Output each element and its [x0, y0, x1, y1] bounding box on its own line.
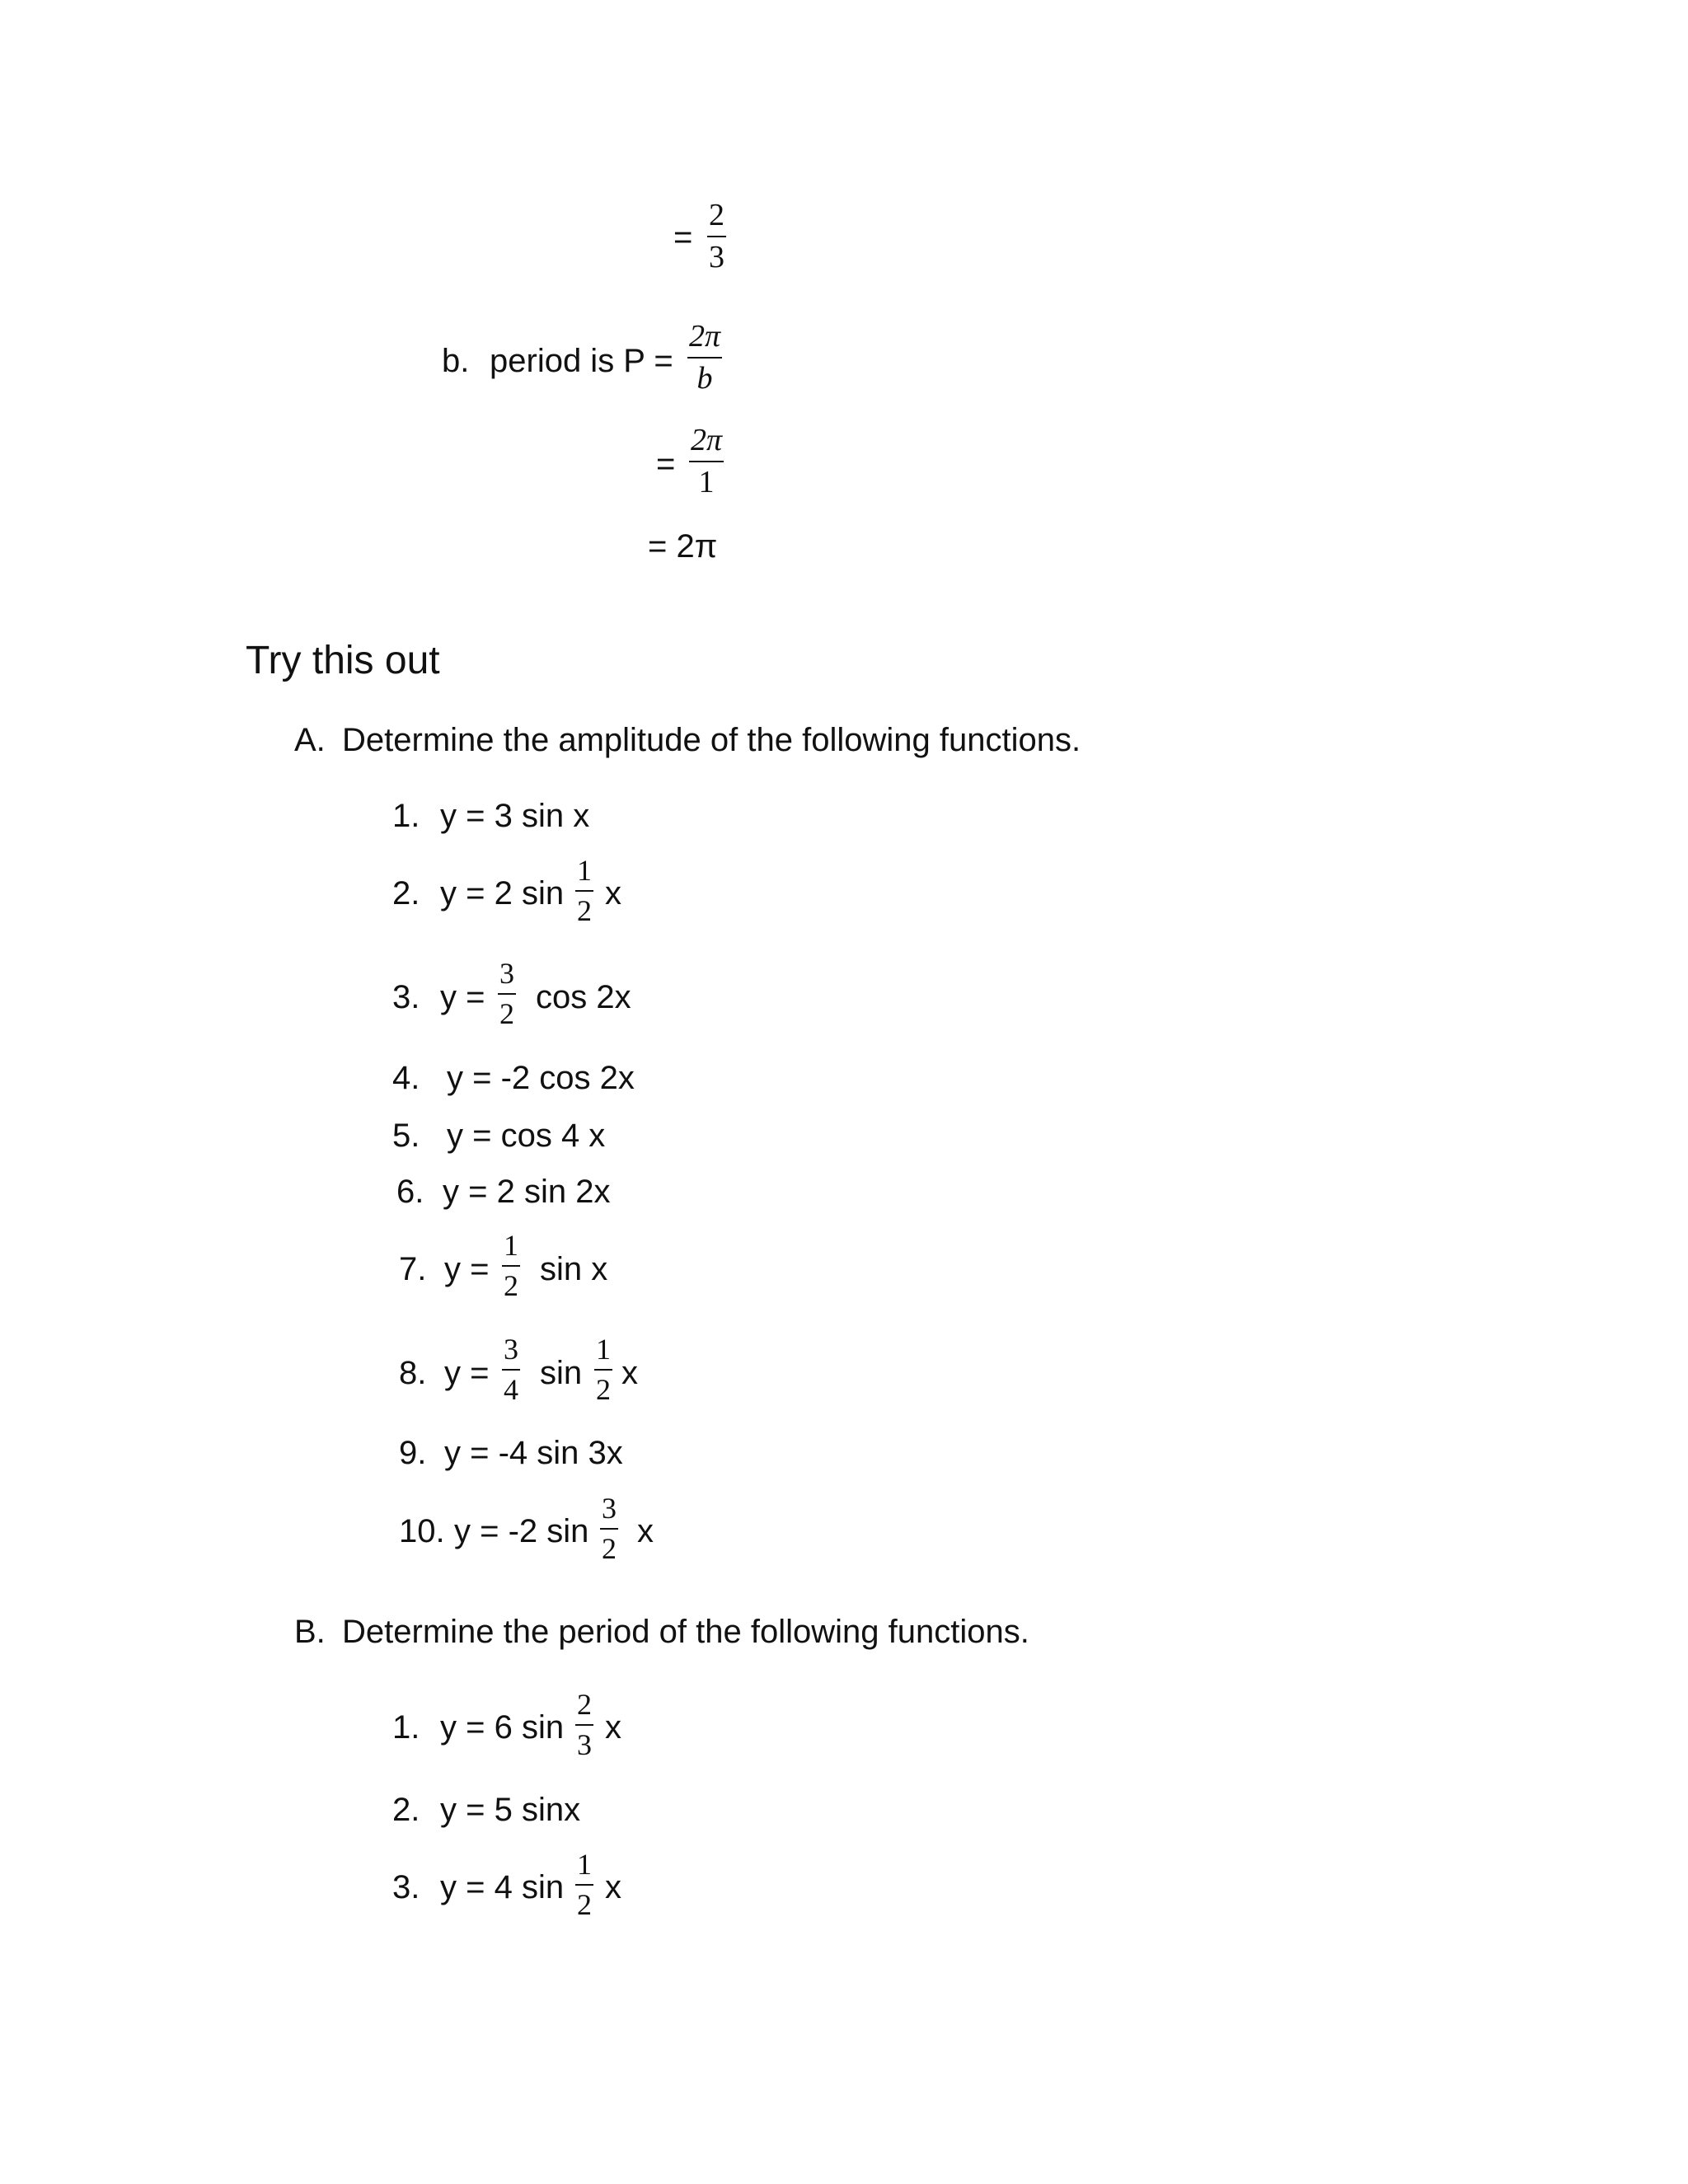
fraction-bar [687, 357, 722, 359]
exercise-expression: y = 2 sin [440, 875, 565, 912]
list-item-number: 6. [396, 1174, 424, 1210]
fraction-numerator: 2 [577, 1688, 592, 1721]
fraction-denominator: 4 [504, 1372, 518, 1406]
coefficient-fraction [498, 958, 516, 1030]
fraction-bar [707, 236, 726, 237]
exercise-expression: y = -2 sin [454, 1513, 589, 1549]
period-formula-text: period is P = [490, 343, 673, 379]
fraction-numerator: 3 [504, 1333, 518, 1366]
period-result: = 2π [648, 528, 718, 565]
list-item-number: 3. [392, 1869, 420, 1905]
exercise-expression: y = [444, 1355, 490, 1391]
part-b-instruction: Determine the period of the following functions. [342, 1614, 1029, 1650]
list-item-number: 3. [392, 979, 420, 1015]
fraction-denominator: 2 [577, 1887, 592, 1921]
fraction-bar [575, 1724, 593, 1726]
fraction-numerator: 2π [691, 423, 723, 457]
argument-fraction [594, 1334, 612, 1406]
list-item-number: 9. [399, 1435, 427, 1471]
exercise-variable: cos 2x [536, 979, 631, 1015]
argument-fraction [575, 1690, 593, 1761]
fraction-numerator: 2 [709, 198, 724, 232]
exercise-expression: y = 3 sin x [440, 798, 590, 834]
list-item-number: 2. [392, 875, 420, 912]
fraction-denominator: 2 [577, 893, 592, 927]
fraction-numerator: 1 [577, 854, 592, 887]
coefficient-fraction [502, 1334, 520, 1406]
fraction-two-thirds [707, 199, 726, 274]
fraction-denominator: b [696, 360, 713, 396]
exercise-expression: y = 2 sin 2x [443, 1174, 611, 1210]
equals-sign: = [656, 446, 676, 482]
section-title: Try this out [246, 639, 440, 682]
fraction-denominator: 2 [602, 1531, 617, 1565]
exercise-expression: y = -2 cos 2x [447, 1060, 635, 1096]
period-formula-fraction [687, 321, 722, 396]
exercise-variable: x [621, 1355, 638, 1391]
fraction-bar [594, 1369, 612, 1371]
coefficient-fraction [575, 855, 593, 927]
exercise-expression: y = 4 sin [440, 1869, 565, 1905]
coefficient-fraction [502, 1230, 520, 1302]
fraction-denominator: 2 [499, 996, 514, 1030]
exercise-expression: y = -4 sin 3x [444, 1435, 623, 1471]
exercise-variable: sin x [540, 1251, 608, 1287]
list-item-number: 2. [392, 1792, 420, 1828]
fraction-bar [502, 1369, 520, 1371]
exercise-variable: x [605, 1869, 621, 1905]
list-item-number: 1. [392, 798, 420, 834]
part-b-section-label: B. [294, 1614, 326, 1650]
fraction-numerator: 1 [504, 1229, 518, 1262]
fraction-bar [575, 1884, 593, 1886]
fraction-bar [575, 890, 593, 892]
list-item-number: 4. [392, 1060, 420, 1096]
list-item-number: 5. [392, 1118, 420, 1154]
period-step-fraction [689, 424, 724, 499]
exercise-variable: x [605, 1709, 621, 1746]
argument-fraction [575, 1849, 593, 1921]
fraction-denominator: 1 [698, 464, 715, 499]
list-item-number: 10. [399, 1513, 445, 1549]
fraction-denominator: 3 [709, 239, 724, 274]
equals-sign: = [673, 219, 693, 255]
part-a-instruction: Determine the amplitude of the following functions. [342, 722, 1081, 758]
part-a-label: A. [294, 722, 326, 758]
fraction-numerator: 1 [596, 1333, 611, 1366]
fraction-bar [600, 1528, 618, 1530]
exercise-expression: y = 5 sinx [440, 1792, 581, 1828]
fraction-numerator: 1 [577, 1848, 592, 1881]
fraction-numerator: 3 [602, 1492, 617, 1525]
fraction-denominator: 2 [504, 1268, 518, 1302]
list-item-number: 8. [399, 1355, 427, 1391]
fraction-bar [689, 461, 724, 462]
exercise-expression: y = cos 4 x [447, 1118, 606, 1154]
exercise-function: sin [540, 1355, 583, 1391]
fraction-bar [498, 993, 516, 995]
exercise-expression: y = 6 sin [440, 1709, 565, 1746]
fraction-bar [502, 1265, 520, 1267]
list-item-number: 7. [399, 1251, 427, 1287]
exercise-expression: y = [444, 1251, 490, 1287]
exercise-variable: x [605, 875, 621, 912]
list-item-number: 1. [392, 1709, 420, 1746]
exercise-variable: x [637, 1513, 654, 1549]
argument-fraction [600, 1493, 618, 1565]
fraction-numerator: 3 [499, 957, 514, 990]
exercise-expression: y = [440, 979, 485, 1015]
fraction-denominator: 3 [577, 1727, 592, 1761]
fraction-numerator: 2π [689, 319, 721, 354]
fraction-denominator: 2 [596, 1372, 611, 1406]
part-b-label: b. [442, 343, 470, 379]
